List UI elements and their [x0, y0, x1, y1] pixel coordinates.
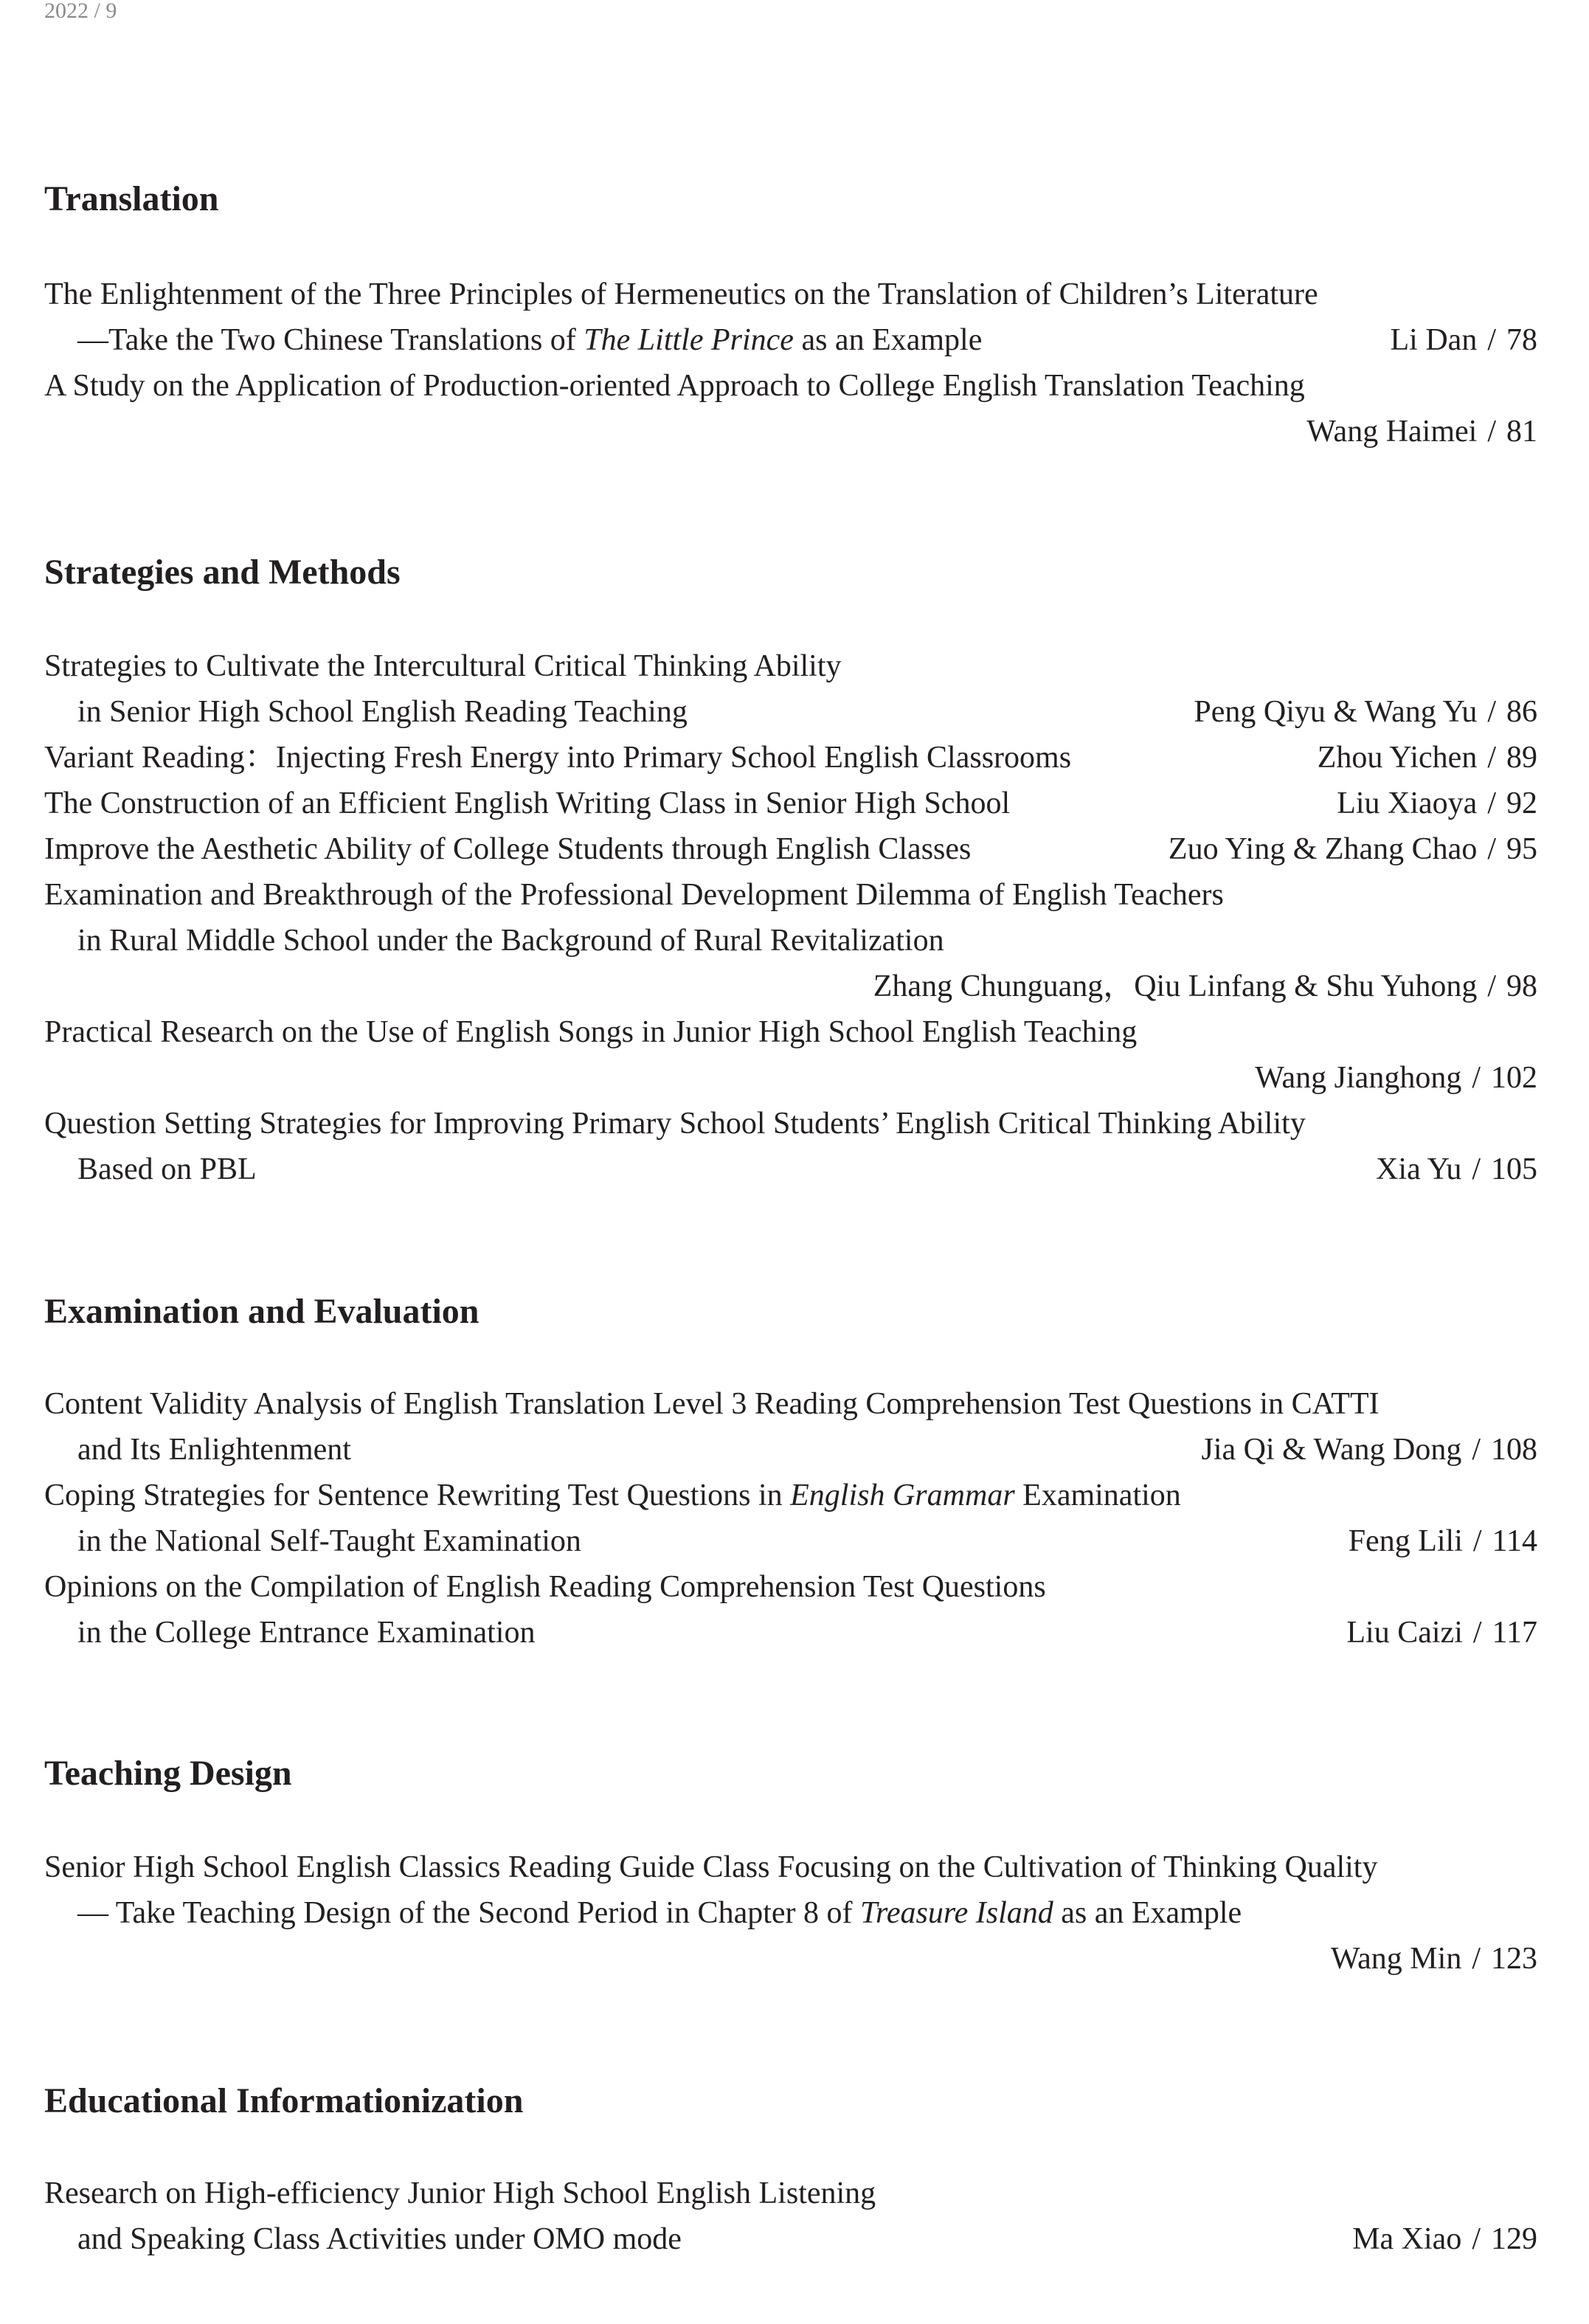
article-byline: Jia Qi & Wang Dong / 108	[1201, 1433, 1537, 1467]
book-title: The Little Prince	[584, 323, 794, 357]
article-title-line: Examination and Breakthrough of the Professional Development Dilemma of English Teachers	[44, 878, 1224, 912]
page-number: 108	[1491, 1433, 1537, 1467]
article-byline: Wang Jianghong / 102	[1255, 1061, 1537, 1095]
page-number: 78	[1506, 323, 1537, 357]
page-number: 114	[1492, 1524, 1537, 1558]
section-title-informationization: Educational Informationization	[44, 2081, 524, 2120]
article-byline: Zhou Yichen / 89	[1317, 741, 1537, 775]
article-title-line: Research on High-efficiency Junior High School English Listening	[44, 2176, 876, 2210]
page-number: 95	[1506, 832, 1537, 866]
article-title-line: Opinions on the Compilation of English Reading Comprehension Test Questions	[44, 1570, 1046, 1604]
article-title-line: Variant Reading：Injecting Fresh Energy into Primary School English Classrooms	[44, 741, 1072, 775]
article-title-line: in Senior High School English Reading Teaching	[77, 695, 688, 729]
article-byline: Li Dan / 78	[1390, 323, 1537, 357]
page-number: 129	[1491, 2222, 1537, 2256]
article-title-line: Coping Strategies for Sentence Rewriting Test Questions in English Grammar Examination	[44, 1479, 1181, 1512]
article-title-line: in Rural Middle School under the Background of Rural Revitalization	[77, 924, 944, 958]
article-subtitle-line: —Take the Two Chinese Translations of The Little Prince as an Example	[77, 323, 983, 357]
article-title-line: Content Validity Analysis of English Translation Level 3 Reading Comprehension Test Questions in CATTI	[44, 1387, 1379, 1421]
author: Li Dan	[1390, 323, 1478, 357]
author: Peng Qiyu & Wang Yu	[1194, 695, 1478, 729]
author: Liu Xiaoya	[1337, 786, 1478, 820]
article-title-line: in the College Entrance Examination	[77, 1616, 536, 1650]
article-byline: Zuo Ying & Zhang Chao / 95	[1168, 832, 1537, 866]
author: Wang Haimei	[1306, 415, 1478, 449]
article-byline: Peng Qiyu & Wang Yu / 86	[1194, 695, 1537, 729]
section-title-examination: Examination and Evaluation	[44, 1292, 480, 1331]
article-byline: Xia Yu / 105	[1376, 1152, 1537, 1186]
article-title-line: Improve the Aesthetic Ability of College Students through English Classes	[44, 832, 972, 866]
article-byline: Wang Haimei / 81	[1306, 415, 1537, 449]
article-title-line: Senior High School English Classics Reading Guide Class Focusing on the Cultivation of Thinking Quality	[44, 1850, 1378, 1884]
article-title-line: Based on PBL	[77, 1152, 257, 1186]
article-title-line: The Enlightenment of the Three Principles of Hermeneutics on the Translation of Children’s Literature	[44, 277, 1318, 311]
book-title: English Grammar	[790, 1479, 1015, 1512]
author: Xia Yu	[1376, 1152, 1462, 1186]
author: Wang Min	[1330, 1942, 1462, 1976]
author: Feng Lili	[1348, 1524, 1463, 1558]
article-title-line: and Speaking Class Activities under OMO mode	[77, 2222, 682, 2256]
article-byline: Liu Caizi / 117	[1346, 1616, 1537, 1650]
section-title-teaching-design: Teaching Design	[44, 1754, 292, 1793]
section-title-strategies: Strategies and Methods	[44, 553, 401, 592]
author: Ma Xiao	[1352, 2222, 1462, 2256]
article-byline: Liu Xiaoya / 92	[1337, 786, 1537, 820]
article-byline: Wang Min / 123	[1330, 1942, 1537, 1976]
book-title: Treasure Island	[860, 1896, 1053, 1930]
page-number: 105	[1491, 1152, 1537, 1186]
page-number: 86	[1506, 695, 1537, 729]
author: Liu Caizi	[1346, 1616, 1463, 1650]
page-number: 92	[1506, 786, 1537, 820]
author: Jia Qi & Wang Dong	[1201, 1433, 1462, 1467]
page-number: 102	[1491, 1061, 1537, 1095]
section-title-translation: Translation	[44, 179, 219, 218]
page-number: 89	[1506, 741, 1537, 775]
article-title-line: A Study on the Application of Production-oriented Approach to College English Translation Teaching	[44, 369, 1305, 403]
author: Zhou Yichen	[1317, 741, 1478, 775]
article-title-line: Question Setting Strategies for Improving Primary School Students’ English Critical Thinking Ability	[44, 1107, 1306, 1141]
article-byline: Zhang Chunguang，Qiu Linfang & Shu Yuhong / 98	[873, 969, 1537, 1003]
article-subtitle-line: — Take Teaching Design of the Second Period in Chapter 8 of Treasure Island as an Example	[77, 1896, 1242, 1930]
article-title-line: Strategies to Cultivate the Intercultural Critical Thinking Ability	[44, 649, 842, 683]
page-number: 117	[1492, 1616, 1537, 1650]
article-byline: Ma Xiao / 129	[1352, 2222, 1537, 2256]
article-title-line: Practical Research on the Use of English Songs in Junior High School English Teaching	[44, 1015, 1138, 1049]
article-title-line: in the National Self-Taught Examination	[77, 1524, 581, 1558]
article-title-line: The Construction of an Efficient English Writing Class in Senior High School	[44, 786, 1011, 820]
author: Zuo Ying & Zhang Chao	[1168, 832, 1478, 866]
page-number: 98	[1506, 969, 1537, 1003]
page-number: 81	[1506, 415, 1537, 449]
article-byline: Feng Lili / 114	[1348, 1524, 1537, 1558]
page-number: 123	[1491, 1942, 1537, 1976]
issue-header: 2022 / 9	[44, 0, 117, 23]
author: Zhang Chunguang，Qiu Linfang & Shu Yuhong	[873, 969, 1478, 1003]
author: Wang Jianghong	[1255, 1061, 1462, 1095]
article-title-line: and Its Enlightenment	[77, 1433, 351, 1467]
